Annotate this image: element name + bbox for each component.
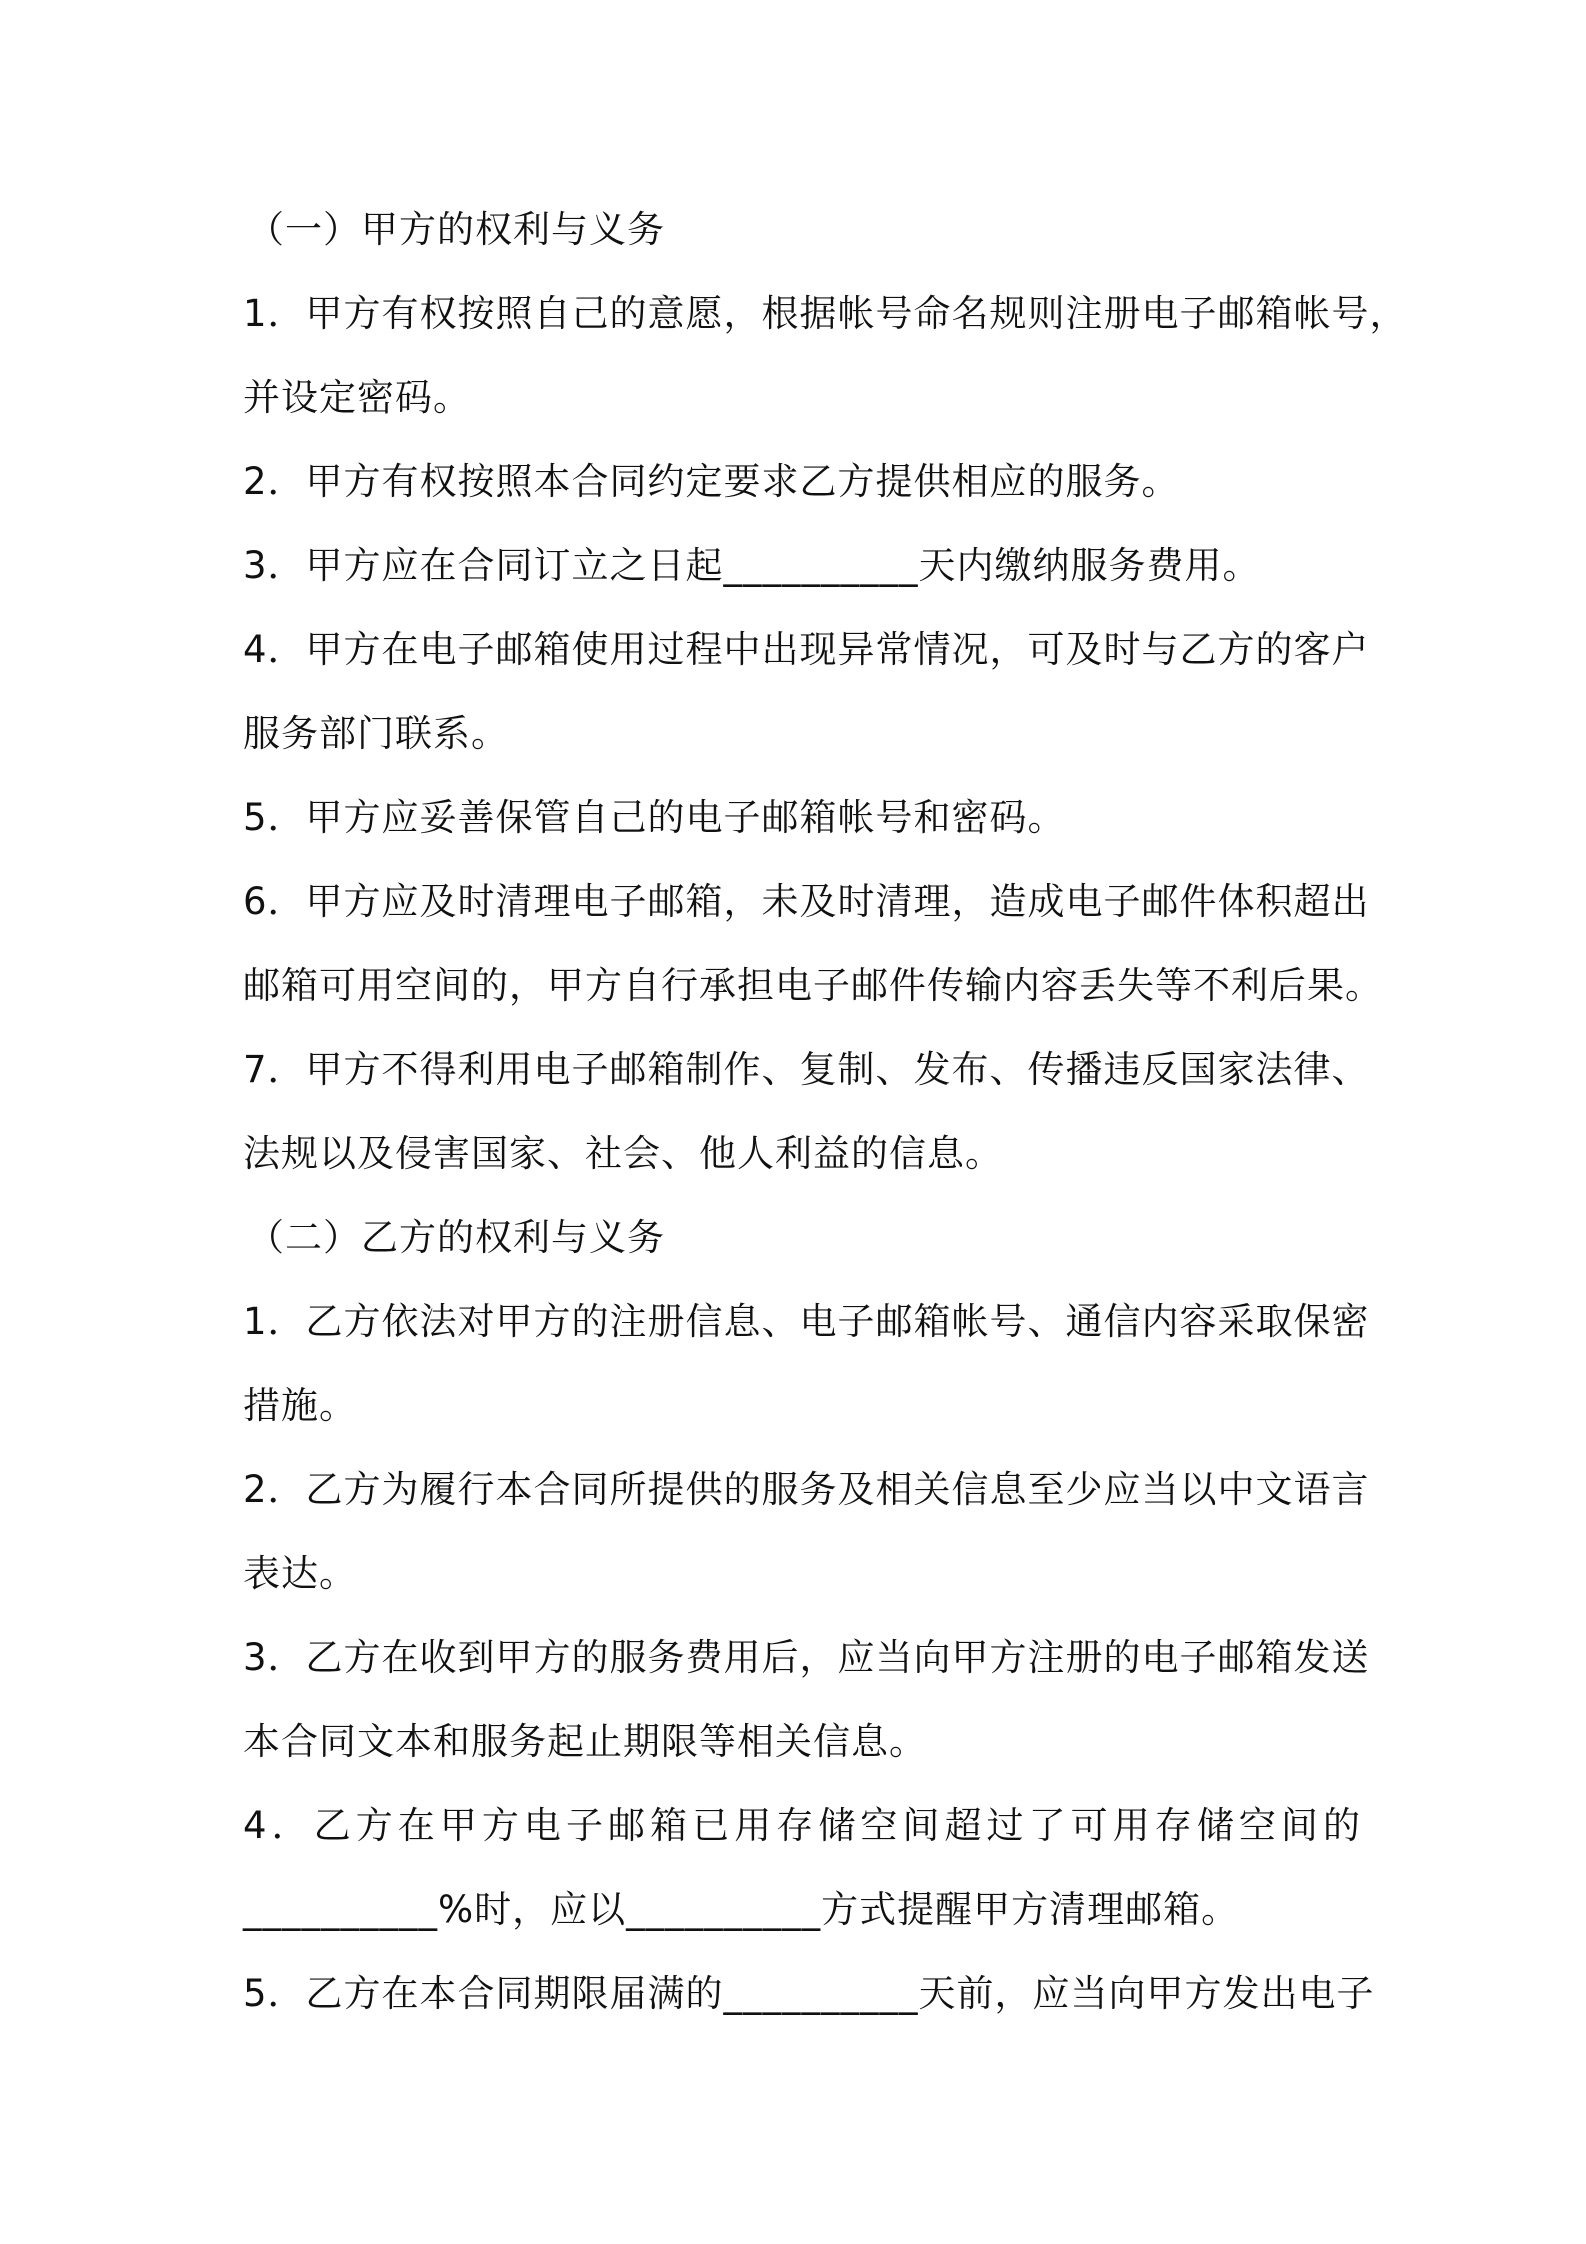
paragraph-line: 5．甲方应妥善保管自己的电子邮箱帐号和密码。 — [243, 796, 1066, 839]
section-heading-party-b: （二）乙方的权利与义务 — [247, 1216, 665, 1259]
paragraph-line: 3．甲方应在合同订立之日起__________天内缴纳服务费用。 — [243, 544, 1261, 587]
paragraph-line: 表达。 — [243, 1552, 357, 1595]
paragraph-line: 5．乙方在本合同期限届满的__________天前，应当向甲方发出电子 — [243, 1972, 1375, 2015]
paragraph-line: 2．乙方为履行本合同所提供的服务及相关信息至少应当以中文语言 — [243, 1468, 1370, 1511]
paragraph-line: 4．甲方在电子邮箱使用过程中出现异常情况，可及时与乙方的客户 — [243, 628, 1370, 671]
paragraph-line: 并设定密码。 — [243, 376, 471, 419]
paragraph-line: 2．甲方有权按照本合同约定要求乙方提供相应的服务。 — [243, 460, 1180, 503]
paragraph-line: __________%时，应以__________方式提醒甲方清理邮箱。 — [243, 1888, 1240, 1931]
paragraph-line: 1．甲方有权按照自己的意愿，根据帐号命名规则注册电子邮箱帐号， — [243, 292, 1408, 335]
paragraph-line: 4．乙方在甲方电子邮箱已用存储空间超过了可用存储空间的 — [243, 1804, 1361, 1847]
paragraph-line: 措施。 — [243, 1384, 357, 1427]
paragraph-line: 6．甲方应及时清理电子邮箱，未及时清理，造成电子邮件体积超出 — [243, 880, 1370, 923]
paragraph-line: 法规以及侵害国家、社会、他人利益的信息。 — [243, 1132, 1003, 1175]
paragraph-line: 3．乙方在收到甲方的服务费用后，应当向甲方注册的电子邮箱发送 — [243, 1636, 1370, 1679]
paragraph-line: 邮箱可用空间的，甲方自行承担电子邮件传输内容丢失等不利后果。 — [243, 964, 1383, 1007]
paragraph-line: 服务部门联系。 — [243, 712, 509, 755]
paragraph-line: 本合同文本和服务起止期限等相关信息。 — [243, 1720, 927, 1763]
paragraph-line: 7．甲方不得利用电子邮箱制作、复制、发布、传播违反国家法律、 — [243, 1048, 1370, 1091]
section-heading-party-a: （一）甲方的权利与义务 — [247, 208, 665, 251]
paragraph-line: 1．乙方依法对甲方的注册信息、电子邮箱帐号、通信内容采取保密 — [243, 1300, 1370, 1343]
